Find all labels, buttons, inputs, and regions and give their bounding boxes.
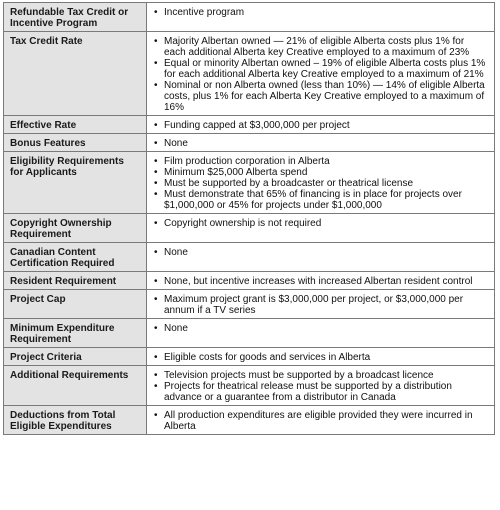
- row-value: [147, 214, 495, 243]
- list-item: • Maximum project grant is $3,000,000 per project, or $3,000,000 per annum if a TV series: [164, 294, 488, 316]
- table-row: [4, 152, 495, 214]
- row-value: [147, 152, 495, 214]
- row-label: Canadian Content Certification Required: [4, 243, 147, 272]
- bullet-list: [153, 218, 488, 229]
- bullet-list: [153, 323, 488, 334]
- row-value: [147, 366, 495, 406]
- row-value: [147, 290, 495, 319]
- list-item: • Equal or minority Albertan owned – 19% of eligible Alberta costs plus 1% for each additional Alberta key Creative employed to a maximum of 21%: [164, 58, 488, 80]
- list-item: • Television projects must be supported by a broadcast licence: [164, 370, 488, 381]
- table-row: [4, 406, 495, 435]
- list-item: • Must demonstrate that 65% of financing is in place for projects over $1,000,000 or 45% for projects under $1,000,000: [164, 189, 488, 211]
- list-item: • Incentive program: [164, 7, 488, 18]
- list-item: • Eligible costs for goods and services in Alberta: [164, 352, 488, 363]
- row-label: Eligibility Requirements for Applicants: [4, 152, 147, 214]
- bullet-list: [153, 138, 488, 149]
- row-value: [147, 32, 495, 116]
- list-item: • Nominal or non Alberta owned (less than 10%) — 14% of eligible Alberta costs, plus 1% for each Alberta Key Creative employed to a maximum of 16%: [164, 80, 488, 113]
- bullet-list: [153, 294, 488, 316]
- table-row: [4, 32, 495, 116]
- row-value: [147, 319, 495, 348]
- row-value: [147, 116, 495, 134]
- bullet-list: [153, 36, 488, 113]
- table-row: [4, 116, 495, 134]
- row-label: Deductions from Total Eligible Expenditures: [4, 406, 147, 435]
- table-row: [4, 366, 495, 406]
- table-row: [4, 290, 495, 319]
- bullet-list: [153, 352, 488, 363]
- table-row: [4, 348, 495, 366]
- table-row: [4, 272, 495, 290]
- list-item: • None: [164, 323, 488, 334]
- bullet-list: [153, 7, 488, 18]
- list-item: • None: [164, 138, 488, 149]
- row-label: Project Criteria: [4, 348, 147, 366]
- row-label: Copyright Ownership Requirement: [4, 214, 147, 243]
- row-label: Effective Rate: [4, 116, 147, 134]
- row-value: [147, 134, 495, 152]
- bullet-list: [153, 120, 488, 131]
- list-item: • None, but incentive increases with increased Albertan resident control: [164, 276, 488, 287]
- list-item: • Copyright ownership is not required: [164, 218, 488, 229]
- row-label: Bonus Features: [4, 134, 147, 152]
- bullet-list: [153, 276, 488, 287]
- bullet-list: [153, 156, 488, 211]
- row-label: Tax Credit Rate: [4, 32, 147, 116]
- bullet-list: [153, 410, 488, 432]
- list-item: • Funding capped at $3,000,000 per project: [164, 120, 488, 131]
- list-item: • Majority Albertan owned — 21% of eligible Alberta costs plus 1% for each additional Alberta key Creative employed to a maximum of 23%: [164, 36, 488, 58]
- row-value: [147, 406, 495, 435]
- bullet-list: [153, 370, 488, 403]
- row-label: Minimum Expenditure Requirement: [4, 319, 147, 348]
- list-item: • Projects for theatrical release must be supported by a distribution advance or a guarantee from a distributor in Canada: [164, 381, 488, 403]
- table-row: [4, 243, 495, 272]
- list-item: • Must be supported by a broadcaster or theatrical license: [164, 178, 488, 189]
- list-item: • Minimum $25,000 Alberta spend: [164, 167, 488, 178]
- row-label: Refundable Tax Credit or Incentive Program: [4, 3, 147, 32]
- table-row: [4, 214, 495, 243]
- row-value: [147, 272, 495, 290]
- row-value: [147, 3, 495, 32]
- row-label: Project Cap: [4, 290, 147, 319]
- row-label: Resident Requirement: [4, 272, 147, 290]
- incentive-table: [3, 2, 495, 435]
- list-item: • Film production corporation in Alberta: [164, 156, 488, 167]
- bullet-list: [153, 247, 488, 258]
- row-value: [147, 243, 495, 272]
- list-item: • All production expenditures are eligible provided they were incurred in Alberta: [164, 410, 488, 432]
- table-row: [4, 3, 495, 32]
- table-row: [4, 134, 495, 152]
- row-value: [147, 348, 495, 366]
- row-label: Additional Requirements: [4, 366, 147, 406]
- list-item: • None: [164, 247, 488, 258]
- table-row: [4, 319, 495, 348]
